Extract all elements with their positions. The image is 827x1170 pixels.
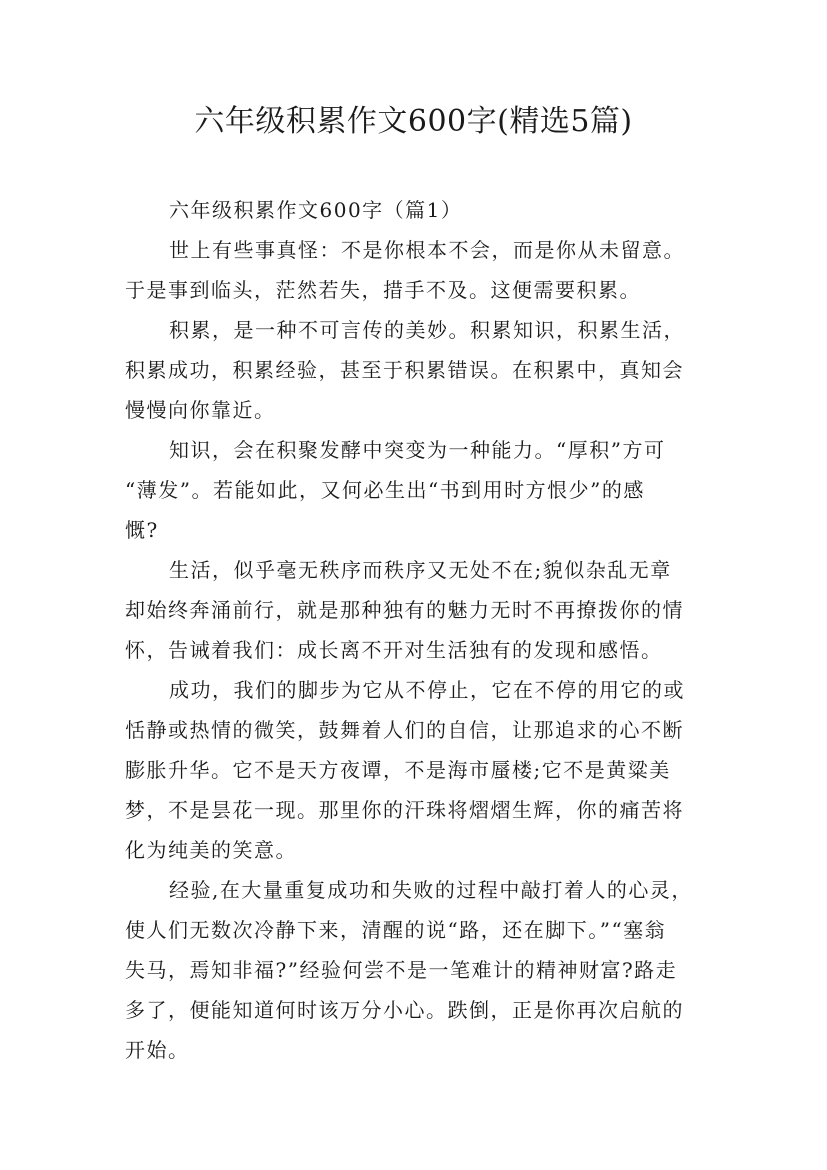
- text-line: 经验,在大量重复成功和失败的过程中敲打着人的心灵，: [169, 878, 693, 902]
- document-title: 六年级积累作文600字(精选5篇): [194, 104, 633, 139]
- text-line: 知识，会在积聚发酵中突变为一种能力。“厚积”方可: [169, 438, 666, 462]
- text-line: 开始。: [125, 1038, 190, 1062]
- text-line: 怀，告诫着我们：成长离不开对生活独有的发现和感悟。: [125, 638, 663, 662]
- text-line: 生活，似乎毫无秩序而秩序又无处不在;貌似杂乱无章: [169, 558, 672, 582]
- text-line: “薄发”。若能如此，又何必生出“书到用时方恨少”的感: [125, 478, 645, 502]
- text-line: 多了，便能知道何时该万分小心。跌倒，正是你再次启航的: [125, 998, 684, 1022]
- text-line: 慢慢向你靠近。: [125, 398, 276, 422]
- text-line: 世上有些事真怪：不是你根本不会，而是你从未留意。: [169, 238, 685, 262]
- text-line: 却始终奔涌前行，就是那种独有的魅力无时不再撩拨你的情: [125, 598, 684, 622]
- text-line: 失马，焉知非福?”经验何尝不是一笔难计的精神财富?路走: [125, 958, 678, 982]
- text-line: 恬静或热情的微笑，鼓舞着人们的自信，让那追求的心不断: [125, 718, 684, 742]
- text-line: 使人们无数次冷静下来，清醒的说“路，还在脚下。”“塞翁: [125, 918, 667, 942]
- text-line: 于是事到临头，茫然若失，措手不及。这便需要积累。: [125, 278, 641, 302]
- document-body: [125, 196, 725, 1076]
- text-line: 积累成功，积累经验，甚至于积累错误。在积累中，真知会: [125, 358, 684, 382]
- text-line: 梦，不是昙花一现。那里你的汗珠将熠熠生辉，你的痛苦将: [125, 798, 684, 822]
- text-line: 膨胀升华。它不是天方夜谭，不是海市蜃楼;它不是黄粱美: [125, 758, 671, 782]
- text-line: 积累，是一种不可言传的美妙。积累知识，积累生活，: [169, 318, 685, 342]
- text-line: 成功，我们的脚步为它从不停止，它在不停的用它的或: [169, 678, 685, 702]
- text-line: 六年级积累作文600字（篇1）: [169, 198, 463, 222]
- text-line: 慨?: [125, 518, 159, 542]
- text-line: 化为纯美的笑意。: [125, 838, 297, 862]
